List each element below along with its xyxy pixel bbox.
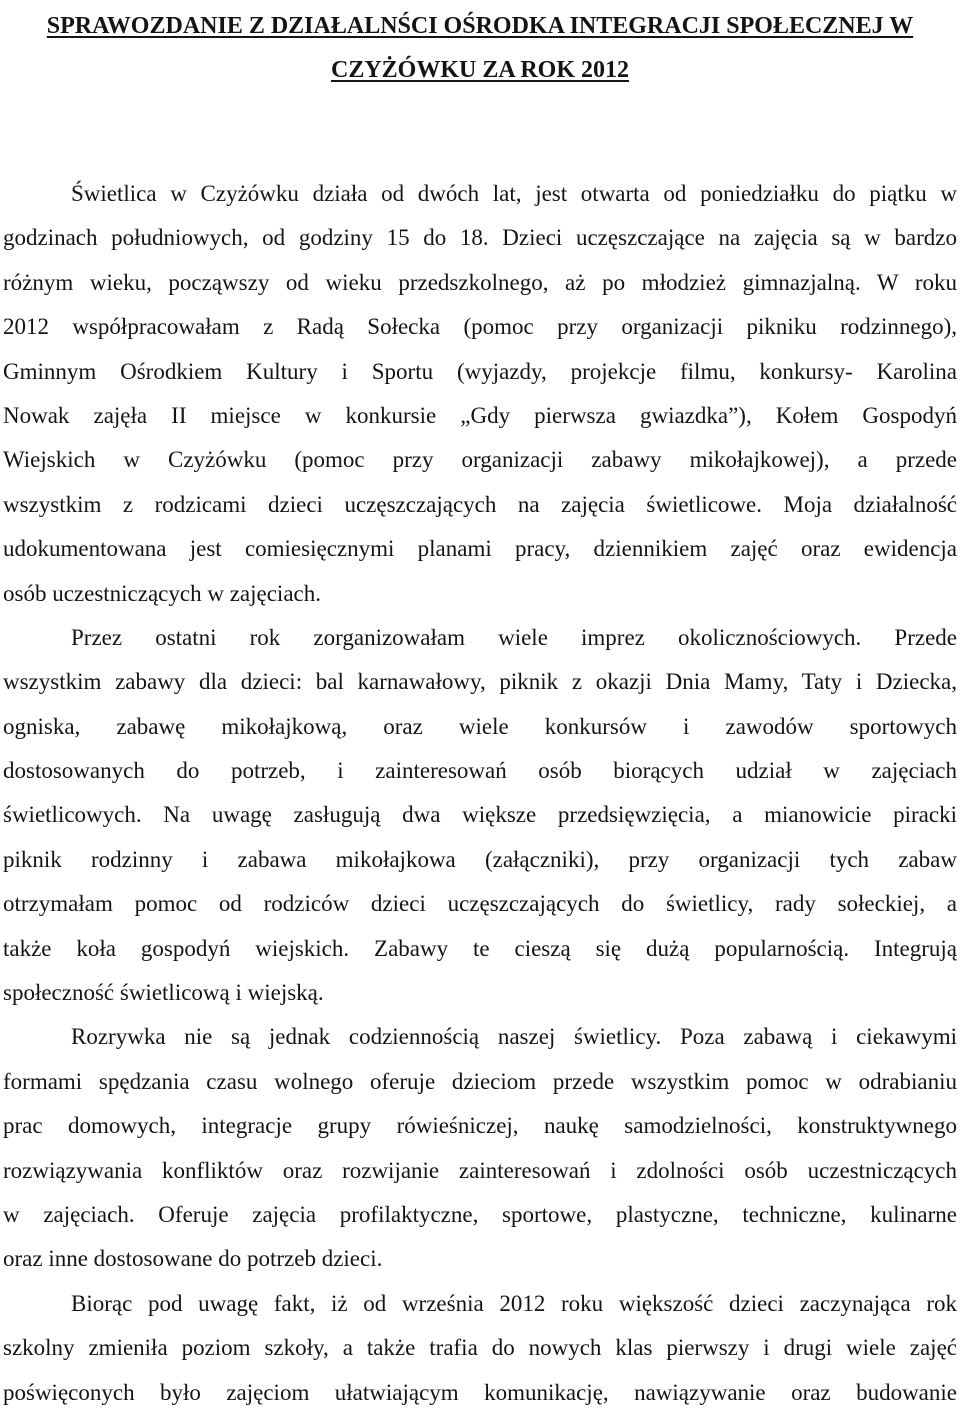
text-line: dostosowanych do potrzeb, i zainteresowań osób biorących udział w zajęciach: [3, 758, 957, 784]
text-line: wszystkim z rodzicami dzieci uczęszczających na zajęcia świetlicowe. Moja działalność: [3, 491, 957, 517]
title-line-2: CZYŻÓWKU ZA ROK 2012: [330, 57, 630, 83]
text-line: ogniska, zabawę mikołajkową, oraz wiele konkursów i zawodów sportowych: [3, 713, 957, 739]
text-line: formami spędzania czasu wolnego oferuje dzieciom przede wszystkim pomoc w odrabianiu: [3, 1068, 957, 1094]
text-line: 2012 współpracowałam z Radą Sołecka (pomoc przy organizacji pikniku rodzinnego),: [3, 314, 957, 340]
text-line: społeczność świetlicową i wiejską.: [3, 980, 324, 1006]
text-line: szkolny zmieniła poziom szkoły, a także trafia do nowych klas pierwszy i drugi wiele zajęć: [3, 1335, 957, 1361]
text-line: Nowak zajęła II miejsce w konkursie „Gdy pierwsza gwiazdka”), Kołem Gospodyń: [3, 402, 957, 428]
document-title: [0, 4, 960, 92]
text-line: także koła gospodyń wiejskich. Zabawy te cieszą się dużą popularnością. Integrują: [3, 935, 957, 961]
text-line: udokumentowana jest comiesięcznymi planami pracy, dziennikiem zajęć oraz ewidencja: [3, 536, 957, 562]
text-line: Biorąc pod uwagę fakt, iż od września 2012 roku większość dzieci zaczynająca rok: [71, 1290, 957, 1316]
text-line: Rozrywka nie są jednak codziennością naszej świetlicy. Poza zabawą i ciekawymi: [71, 1024, 957, 1050]
text-line: piknik rodzinny i zabawa mikołajkowa (załączniki), przy organizacji tych zabaw: [3, 846, 957, 872]
text-line: rozwiązywania konfliktów oraz rozwijanie zainteresowań i zdolności osób uczestniczących: [3, 1157, 957, 1183]
text-line: oraz inne dostosowane do potrzeb dzieci.: [3, 1246, 383, 1272]
text-line: Wiejskich w Czyżówku (pomoc przy organizacji zabawy mikołajkowej), a przede: [3, 447, 957, 473]
title-line-1: SPRAWOZDANIE Z DZIAŁALNŚCI OŚRODKA INTEGRACJI SPOŁECZNEJ W: [46, 13, 914, 39]
text-line: różnym wieku, począwszy od wieku przedszkolnego, aż po młodzież gimnazjalną. W roku: [3, 269, 957, 295]
text-line: wszystkim zabawy dla dzieci: bal karnawałowy, piknik z okazji Dnia Mamy, Taty i Dziecka,: [3, 669, 957, 695]
text-line: prac domowych, integracje grupy rówieśniczej, naukę samodzielności, konstruktywnego: [3, 1113, 957, 1139]
text-line: Świetlica w Czyżówku działa od dwóch lat, jest otwarta od poniedziałku do piątku w: [71, 181, 957, 206]
document-body: [3, 172, 957, 1415]
text-line: godzinach południowych, od godziny 15 do 18. Dzieci uczęszczające na zajęcia są w bardzo: [3, 225, 957, 251]
text-line: Przez ostatni rok zorganizowałam wiele imprez okolicznościowych. Przede: [71, 624, 957, 650]
text-line: świetlicowych. Na uwagę zasługują dwa większe przedsięwzięcia, a mianowicie piracki: [3, 802, 957, 828]
text-line: Gminnym Ośrodkiem Kultury i Sportu (wyjazdy, projekcje filmu, konkursy- Karolina: [3, 358, 957, 384]
text-line: poświęconych było zajęciom ułatwiającym komunikację, nawiązywanie oraz budowanie: [3, 1379, 957, 1405]
text-line: w zajęciach. Oferuje zajęcia profilaktyczne, sportowe, plastyczne, techniczne, kulinarne: [3, 1201, 957, 1227]
text-line: osób uczestniczących w zajęciach.: [3, 580, 321, 606]
text-line: otrzymałam pomoc od rodziców dzieci uczęszczających do świetlicy, rady sołeckiej, a: [3, 891, 957, 917]
